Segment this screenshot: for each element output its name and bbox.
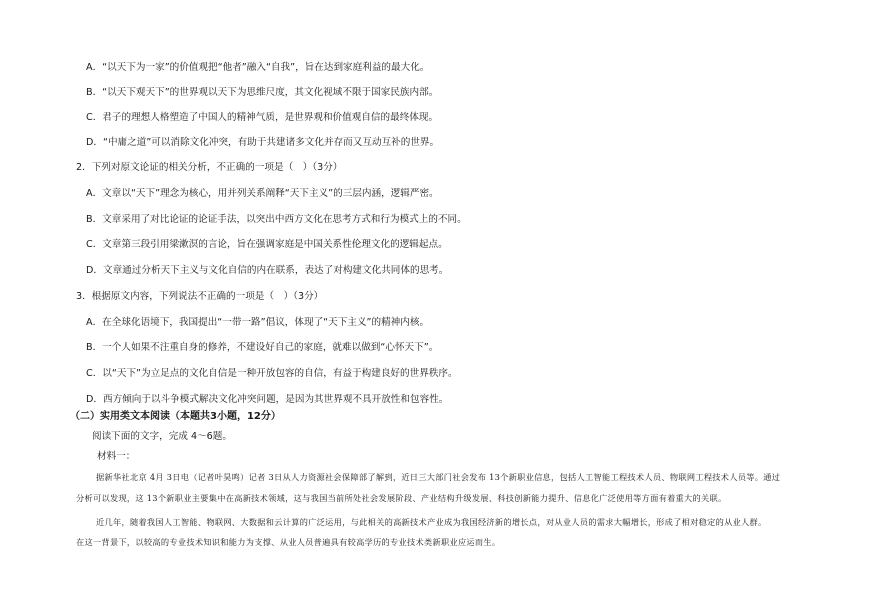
q3-option-d: D．西方倾向于以斗争模式解决文化冲突问题，是因为其世界观不具开放性和包容性。	[86, 394, 449, 405]
paragraph1-line1: 据新华社北京 4月 3日电（记者叶昊鸣）记者 3日从人力资源社会保障部了解到，近日三大部门社会发布 13个新职业信息，包括人工智能工程技术人员、物联网工程技术人员等。通过	[96, 472, 781, 482]
q2-option-c: C．文章第三段引用梁漱溟的言论，旨在强调家庭是中国关系性伦理文化的逻辑起点。	[86, 239, 448, 250]
q1-option-a: A．“以天下为一家”的价值观把“他者”融入“自我”，旨在达到家庭利益的最大化。	[86, 62, 430, 73]
q3-stem: 3．根据原文内容，下列说法不正确的一项是（ ）（3分）	[76, 291, 324, 302]
paragraph2-line2: 在这一背景下，以较高的专业技术知识和能力为支撑、从业人员普遍具有较高学历的专业技术类新职业应运而生。	[76, 537, 501, 547]
q3-option-a: A．在全球化语境下，我国提出“一带一路”倡议，体现了“天下主义”的精神内核。	[86, 317, 430, 328]
q1-option-c: C．君子的理想人格塑造了中国人的精神气质，是世界观和价值观自信的最终体现。	[86, 112, 439, 123]
paragraph2-line1: 近几年，随着我国人工智能、物联网、大数据和云计算的广泛运用，与此相关的高新技术产业成为我国经济新的增长点，对从业人员的需求大幅增长，形成了相对稳定的从业人群。	[96, 517, 767, 527]
section-title: （二）实用类文本阅读（本题共3小题，12分）	[70, 411, 281, 422]
q2-option-d: D．文章通过分析天下主义与文化自信的内在联系，表达了对构建文化共同体的思考。	[86, 265, 449, 276]
q2-stem: 2．下列对原文论证的相关分析，不正确的一项是（ ）（3分）	[76, 162, 343, 173]
q3-option-b: B．一个人如果不注重自身的修养，不建设好自己的家庭，就难以做到“心怀天下”。	[86, 342, 439, 353]
material-label: 材料一：	[97, 451, 136, 462]
q2-option-b: B．文章采用了对比论证的论证手法，以突出中西方文化在思考方式和行为模式上的不同。	[86, 214, 467, 225]
q1-option-b: B．“以天下观天下”的世界观以天下为思维尺度，其文化视域不限于国家民族内部。	[86, 87, 439, 98]
q3-option-c: C．以“天下”为立足点的文化自信是一种开放包容的自信，有益于构建良好的世界秩序。	[86, 368, 458, 379]
q2-option-a: A．文章以“天下”理念为核心，用并列关系阐释“天下主义”的三层内涵，逻辑严密。	[86, 188, 439, 199]
paragraph1-line2: 分析可以发现，这 13个新职业主要集中在高新技术领域，这与我国当前所处社会发展阶段、产业结构升级发展、科技创新能力提升、信息化广泛使用等方面有着重大的关联。	[76, 493, 727, 503]
section-instruction: 阅读下面的文字，完成 4～6题。	[92, 431, 232, 442]
q1-option-d: D．“中庸之道”可以消除文化冲突，有助于共建诸多文化并存而又互动互补的世界。	[86, 137, 440, 148]
